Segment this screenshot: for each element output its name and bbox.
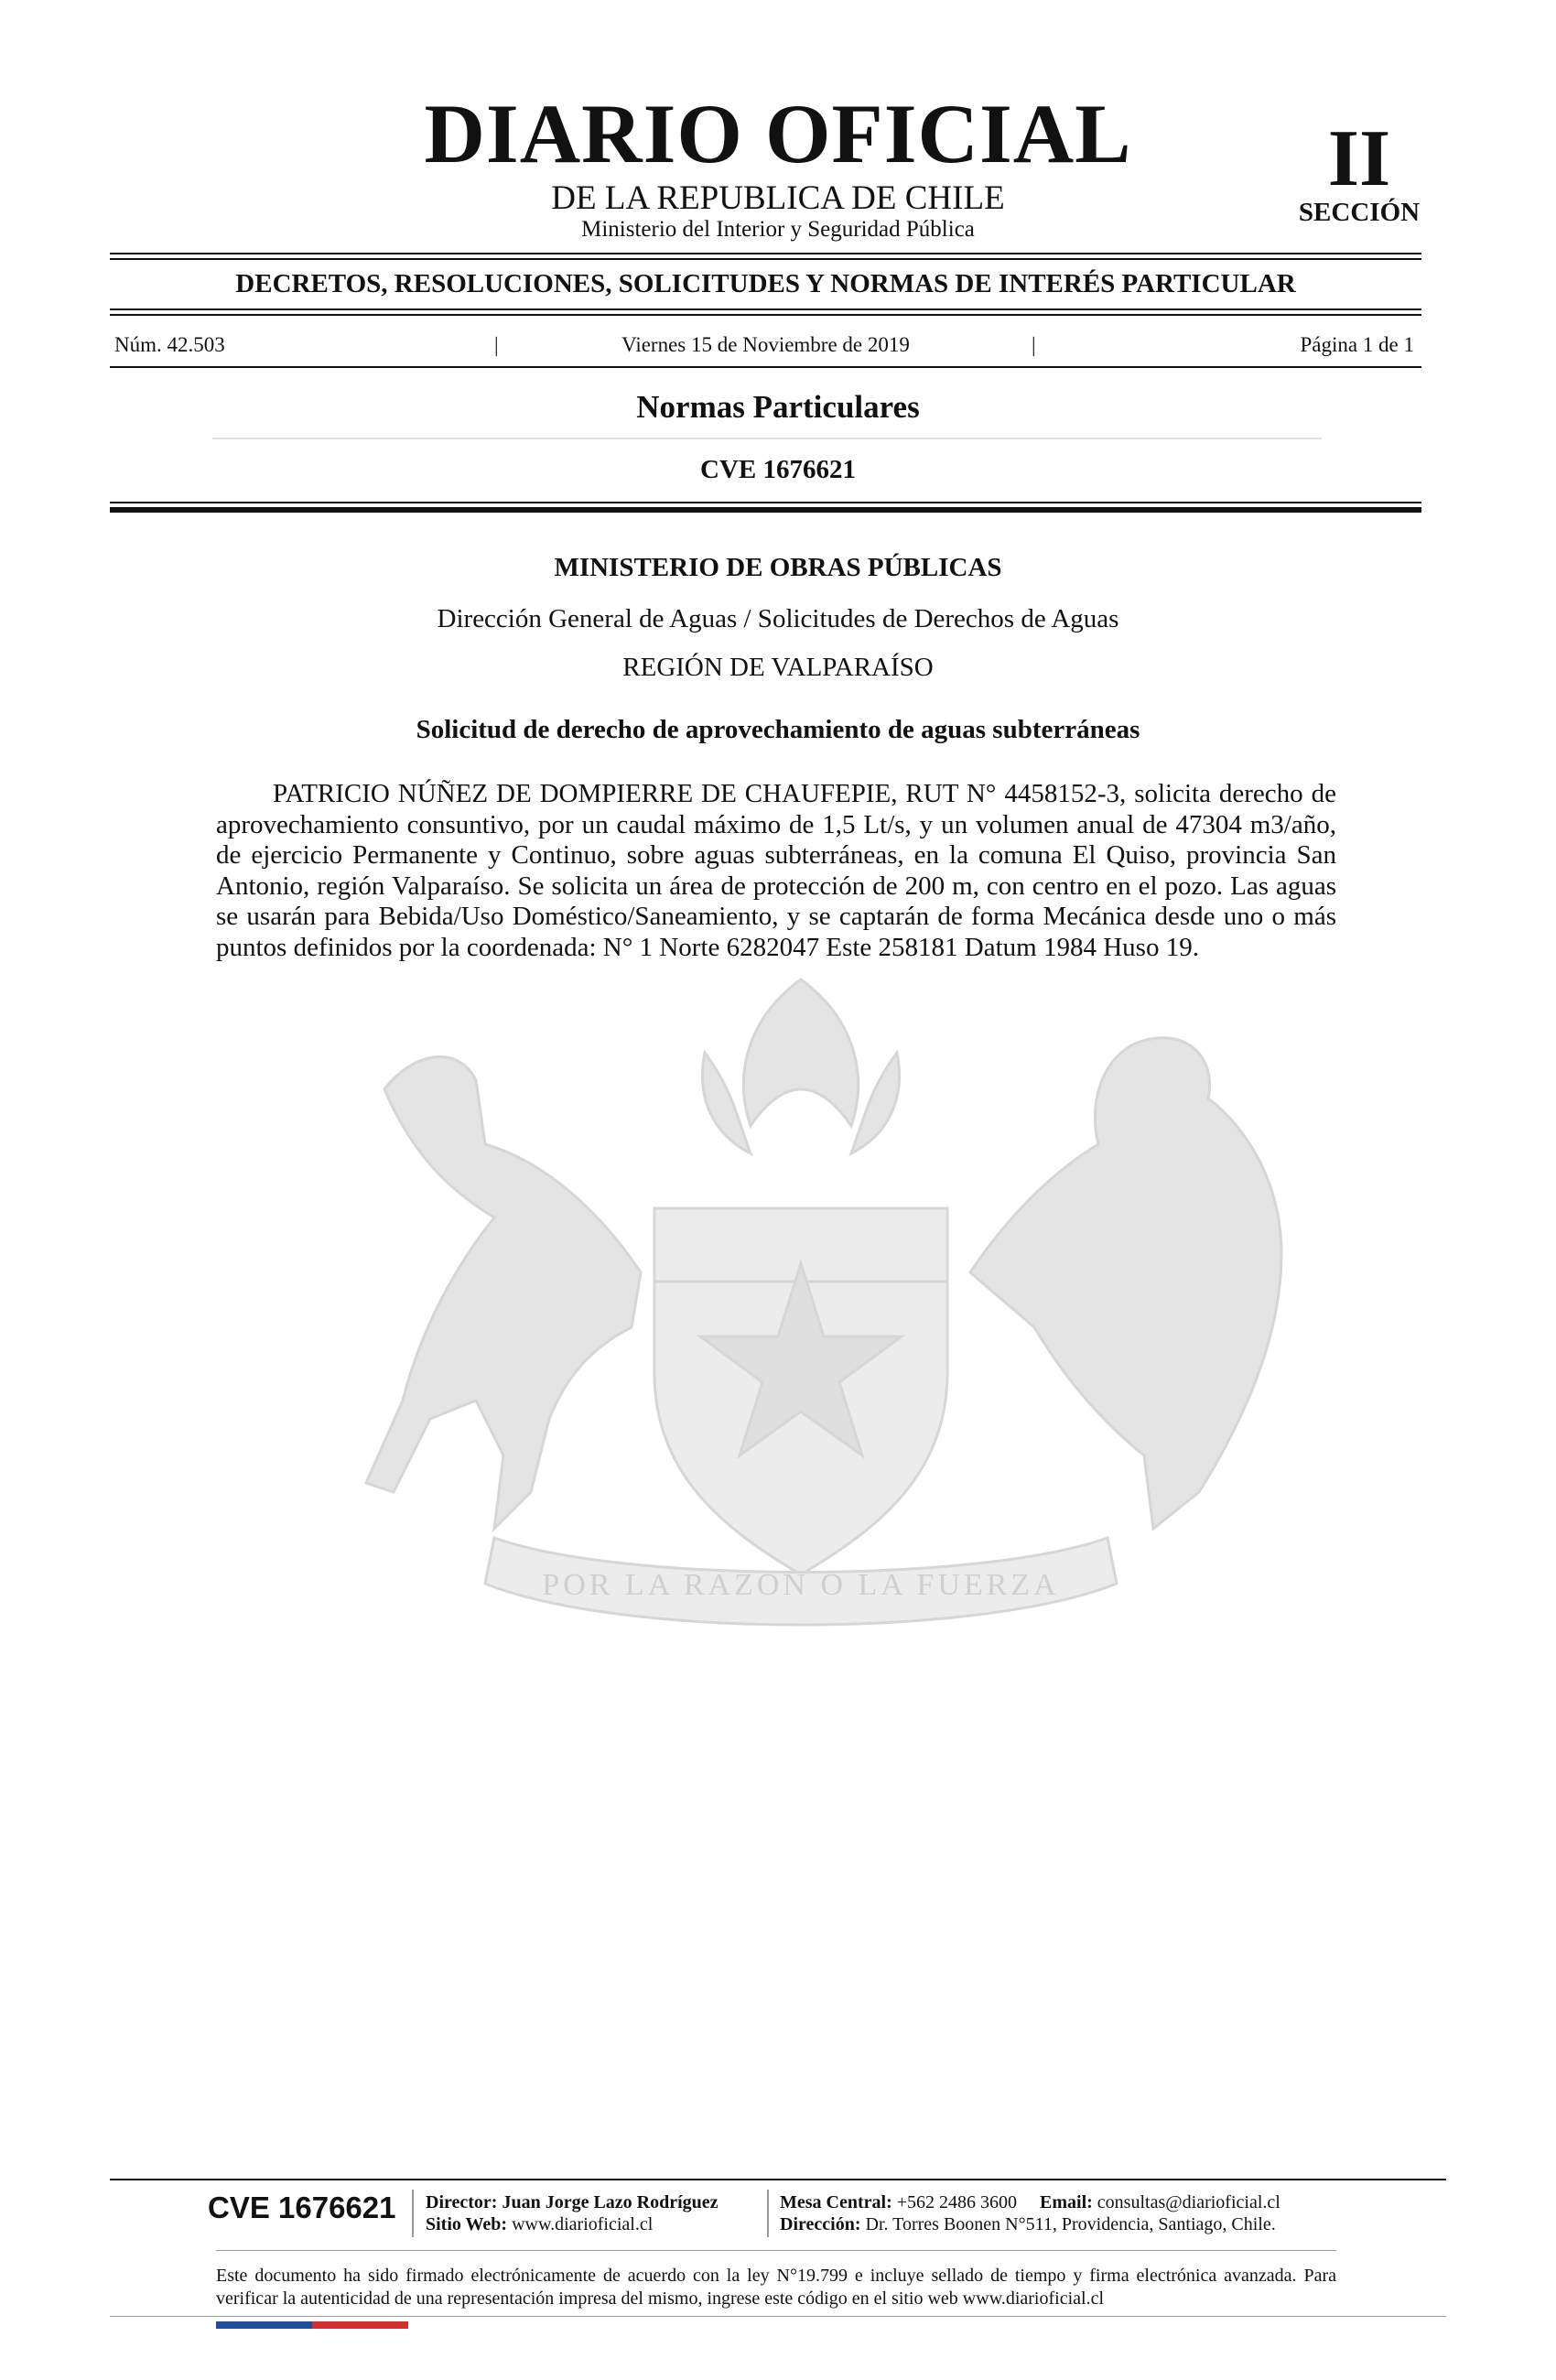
flag-stripe-blue (216, 2321, 312, 2329)
footer-rule-top (110, 2179, 1446, 2180)
footer-rule-bottom (110, 2316, 1446, 2317)
masthead-title: DIARIO OFICIAL (424, 87, 1132, 180)
document-body: PATRICIO NÚÑEZ DE DOMPIERRE DE CHAUFEPIE, RUT N° 4458152-3, solicita derecho de aprovechamiento consuntivo, por un caudal máximo de 1,5 Lt/s, y un volumen anual de 47304 m3/año, de ejercicio Permanente y Continuo, sobre aguas subterráneas, en la comuna El Quiso, provincia San Antonio, región Valparaíso. Se solicita un área de protección de 200 m, con centro en el pozo. Las aguas se usarán para Bebida/Uso Doméstico/Saneamiento, y se captarán de forma Mecánica desde uno o más puntos definidos por la coordenada: N° 1 Norte 6282047 Este 258181 Datum 1984 Huso 19. (216, 779, 1336, 962)
cve-code: CVE 1676621 (700, 455, 856, 484)
document-directorate: Dirección General de Aguas / Solicitudes de Derechos de Aguas (437, 604, 1119, 633)
section-label: SECCIÓN (1298, 198, 1421, 227)
issue-separator-left: | (494, 333, 499, 356)
email-link[interactable]: consultas@diarioficial.cl (1097, 2192, 1280, 2212)
footer-divider-right (767, 2190, 769, 2237)
footer-contact-block (780, 2191, 1280, 2235)
flag-stripe-red (312, 2321, 408, 2329)
huemul-figure (366, 1057, 641, 1529)
masthead-ministry: Ministerio del Interior y Seguridad Pública (581, 217, 975, 242)
section-number: II (1327, 114, 1391, 203)
address-value: Dr. Torres Boonen N°511, Providencia, Santiago, Chile. (865, 2214, 1276, 2234)
phone-value: +562 2486 3600 (896, 2192, 1018, 2212)
phone-label: Mesa Central: (780, 2192, 892, 2212)
issue-date: Viernes 15 de Noviembre de 2019 (621, 333, 910, 356)
cve-rule-thick (110, 507, 1421, 513)
coat-of-arms-watermark (275, 943, 1327, 1675)
issue-number: Núm. 42.503 (114, 333, 225, 356)
director-name: Juan Jorge Lazo Rodríguez (502, 2192, 719, 2212)
banner-heading: DECRETOS, RESOLUCIONES, SOLICITUDES Y NORMAS DE INTERÉS PARTICULAR (235, 269, 1296, 298)
masthead-subtitle: DE LA REPUBLICA DE CHILE (551, 179, 1005, 217)
crest-plumes (743, 979, 858, 1126)
banner-rule-bottom (110, 308, 1421, 310)
issue-info-line (110, 333, 1421, 361)
director-label: Director: (426, 2192, 498, 2212)
address-label: Dirección: (780, 2214, 861, 2234)
section-title: Normas Particulares (636, 389, 920, 425)
document-ministry: MINISTERIO DE OBRAS PÚBLICAS (554, 553, 1002, 582)
email-label: Email: (1040, 2192, 1093, 2212)
issue-page: Página 1 de 1 (1300, 333, 1414, 356)
condor-figure (970, 1038, 1281, 1529)
website-link[interactable]: www.diarioficial.cl (512, 2214, 654, 2234)
section-title-underline (212, 438, 1322, 439)
footer-cve: CVE 1676621 (208, 2191, 396, 2224)
footer-signature-notice: Este documento ha sido firmado electrónicamente de acuerdo con la ley N°19.799 e incluye sellado de tiempo y firma electrónica avanzada. Para verificar la autenticidad de una representación impresa del mismo, ingrese este código en el sitio web www.diarioficial.cl (216, 2266, 1336, 2309)
footer-divider-left (412, 2190, 414, 2237)
cve-rule-top (110, 502, 1421, 503)
document-title: Solicitud de derecho de aprovechamiento de aguas subterráneas (416, 715, 1140, 744)
issue-separator-right: | (1032, 333, 1036, 356)
banner-rule-bottom-double (110, 314, 1421, 316)
footer-director-block (426, 2191, 719, 2235)
masthead-rule-top-double (110, 258, 1421, 260)
masthead-rule-top (110, 253, 1421, 254)
document-region: REGIÓN DE VALPARAÍSO (622, 653, 934, 682)
motto-text: POR LA RAZON O LA FUERZA (542, 1568, 1060, 1602)
footer-rule-middle (216, 2250, 1336, 2251)
info-rule (110, 366, 1421, 368)
website-label: Sitio Web: (426, 2214, 508, 2234)
